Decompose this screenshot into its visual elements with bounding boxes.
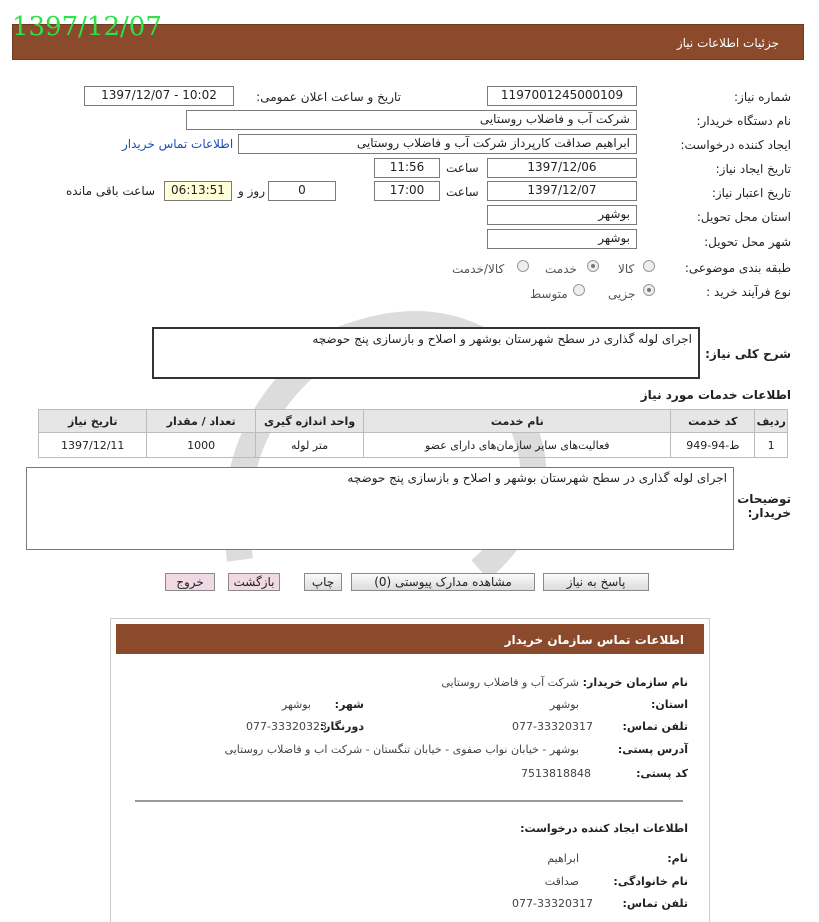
back-button[interactable]: بازگشت	[228, 573, 280, 591]
services-title: اطلاعات خدمات مورد نیاز	[640, 388, 791, 402]
contact-divider	[135, 800, 683, 802]
cell-qty: 1000	[147, 433, 255, 458]
buyer-notes-field[interactable]: اجرای لوله گذاری در سطح شهرستان بوشهر و اصلاح و بازسازی پنج حوضچه	[26, 467, 734, 550]
buyer-org-field: شرکت آب و فاضلاب روستایی	[186, 110, 637, 130]
print-button[interactable]: چاپ	[304, 573, 342, 591]
creator-label: ایجاد کننده درخواست:	[680, 138, 791, 152]
creator-name-label: نام:	[667, 852, 688, 865]
valid-time-field: 17:00	[374, 181, 440, 201]
creator-info-title: اطلاعات ایجاد کننده درخواست:	[520, 822, 688, 835]
services-table	[38, 409, 788, 458]
date-stamp: 1397/12/07	[12, 12, 162, 42]
contact-phone-label: تلفن تماس:	[622, 720, 688, 733]
contact-city-value: بوشهر	[281, 698, 311, 711]
contact-fax-label: دورنگار:	[319, 720, 364, 733]
contact-phone-value: 077-33320317	[512, 720, 593, 733]
proc-minor-label: جزیی	[608, 287, 636, 301]
cat-both-radio[interactable]	[517, 260, 529, 272]
remaining-time-field: 06:13:51	[164, 181, 232, 201]
announce-field: 1397/12/07 - 10:02	[84, 86, 234, 106]
col-row: ردیف	[755, 410, 788, 433]
city-field: بوشهر	[487, 229, 637, 249]
creator-family-label: نام خانوادگی:	[613, 875, 688, 888]
contact-org-label: نام سازمان خریدار:	[582, 676, 688, 689]
header-title: جزئیات اطلاعات نیاز	[676, 36, 779, 50]
remaining-label: ساعت باقی مانده	[66, 184, 156, 198]
creator-phone-value: 077-33320317	[512, 897, 593, 910]
summary-label: شرح کلی نیاز:	[705, 347, 791, 361]
exit-button[interactable]: خروج	[165, 573, 215, 591]
creator-family-value: صداقت	[544, 875, 579, 888]
cat-goods-label: کالا	[618, 262, 635, 276]
proc-minor-radio[interactable]	[643, 284, 655, 296]
summary-field[interactable]: اجرای لوله گذاری در سطح شهرستان بوشهر و اصلاح و بازسازی پنج حوضچه	[152, 327, 700, 379]
col-date: تاریخ نیاز	[39, 410, 147, 433]
valid-time-label: ساعت	[446, 185, 479, 199]
col-name: نام خدمت	[364, 410, 671, 433]
table-row	[39, 433, 788, 458]
create-time-field: 11:56	[374, 158, 440, 178]
need-number-label: شماره نیاز:	[734, 90, 791, 104]
create-date-label: تاریخ ایجاد نیاز:	[715, 162, 791, 176]
contact-address-label: آدرس پستی:	[617, 743, 688, 756]
cat-service-radio[interactable]	[587, 260, 599, 272]
announce-label: تاریخ و ساعت اعلان عمومی:	[256, 90, 401, 104]
contact-province-value: بوشهر	[549, 698, 579, 711]
proc-medium-radio[interactable]	[573, 284, 585, 296]
contact-province-label: استان:	[651, 698, 688, 711]
contact-postal-value: 7513818848	[521, 767, 591, 780]
col-qty: تعداد / مقدار	[147, 410, 255, 433]
proc-medium-label: متوسط	[530, 287, 568, 301]
days-label: روز و	[238, 184, 265, 198]
city-label: شهر محل تحویل:	[704, 235, 791, 249]
cell-row: 1	[755, 433, 788, 458]
creator-phone-label: تلفن تماس:	[622, 897, 688, 910]
contact-city-label: شهر:	[334, 698, 364, 711]
cat-goods-radio[interactable]	[643, 260, 655, 272]
process-label: نوع فرآیند خرید :	[706, 285, 791, 299]
col-unit: واحد اندازه گیری	[255, 410, 363, 433]
province-field: بوشهر	[487, 205, 637, 225]
cell-unit: متر لوله	[255, 433, 363, 458]
province-label: استان محل تحویل:	[696, 210, 791, 224]
create-time-label: ساعت	[446, 161, 479, 175]
category-label: طبقه بندی موضوعی:	[684, 261, 791, 275]
cell-code: ط-94-949	[671, 433, 755, 458]
valid-date-field: 1397/12/07	[487, 181, 637, 201]
contact-postal-label: کد پستی:	[636, 767, 688, 780]
contact-address-value: بوشهر - خیابان نواب صفوی - خیابان تنگستان - شرکت اب و فاضلاب روستایی	[224, 743, 579, 756]
creator-name-value: ابراهیم	[547, 852, 579, 865]
reply-button[interactable]: پاسخ به نیاز	[543, 573, 649, 591]
cat-service-label: خدمت	[545, 262, 577, 276]
attachments-button[interactable]: مشاهده مدارک پیوستی (0)	[351, 573, 535, 591]
creator-field: ابراهیم صداقت کارپرداز شرکت آب و فاضلاب روستایی	[238, 134, 637, 154]
cell-name: فعالیت‌های سایر سازمان‌های دارای عضو	[364, 433, 671, 458]
contact-fax-value: 077-33320323	[246, 720, 327, 733]
contact-org-value: شرکت آب و فاضلاب روستایی	[441, 676, 579, 689]
contact-title: اطلاعات تماس سازمان خریدار	[504, 633, 684, 647]
col-code: کد خدمت	[671, 410, 755, 433]
contact-link[interactable]: اطلاعات تماس خریدار	[122, 137, 234, 151]
cat-both-label: کالا/خدمت	[452, 262, 505, 276]
cell-date: 1397/12/11	[39, 433, 147, 458]
need-number-field: 1197001245000109	[487, 86, 637, 106]
buyer-notes-label: توضیحات خریدار:	[737, 492, 791, 520]
valid-date-label: تاریخ اعتبار نیاز:	[711, 186, 791, 200]
buyer-org-label: نام دستگاه خریدار:	[696, 114, 791, 128]
days-field: 0	[268, 181, 336, 201]
create-date-field: 1397/12/06	[487, 158, 637, 178]
